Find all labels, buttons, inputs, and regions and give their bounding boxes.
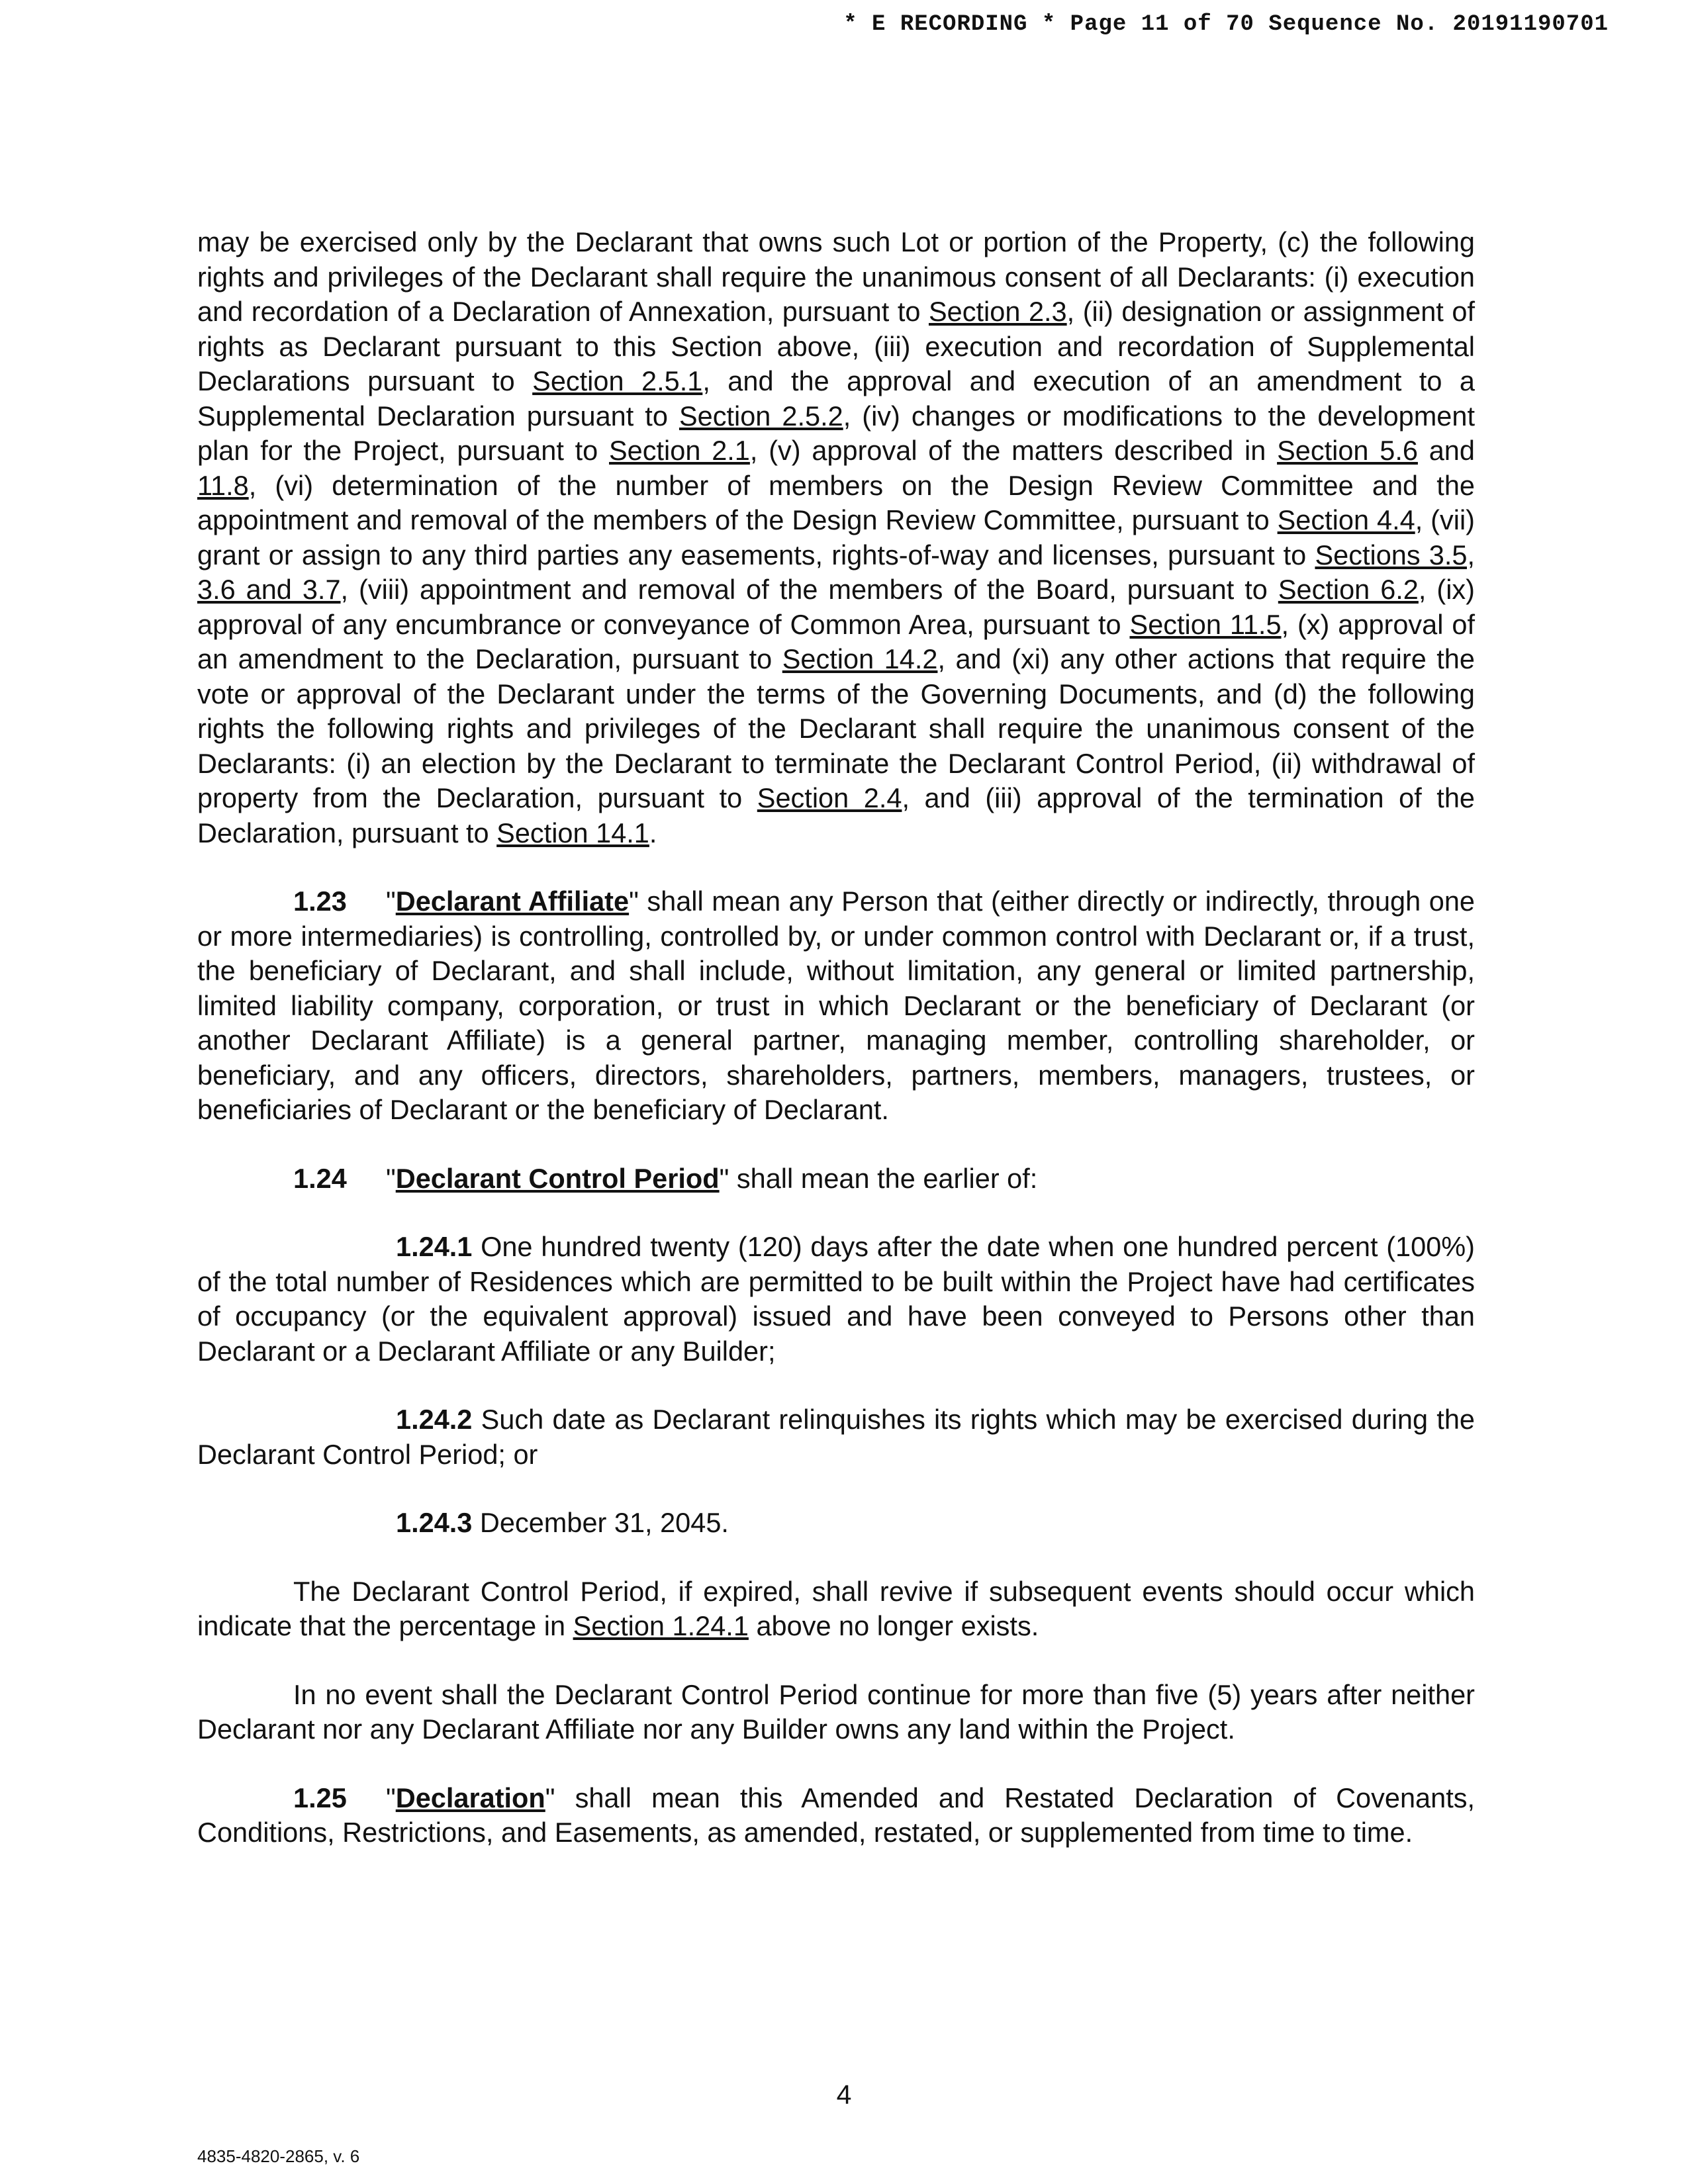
section-reference: 11.8 bbox=[197, 469, 249, 501]
section-1-24-1 bbox=[197, 1230, 1475, 1369]
text: above no longer exists. bbox=[748, 1610, 1039, 1641]
section-reference: Section 14.1 bbox=[496, 817, 649, 848]
section-reference: Section 4.4 bbox=[1277, 504, 1415, 535]
section-reference: Section 2.4 bbox=[757, 782, 902, 813]
text: , (v) approval of the matters described in bbox=[749, 435, 1278, 466]
definition-text: shall mean any Person that (either directly or indirectly, through one or more intermediaries) is controlling, controlled by, or under common control with Declarant or, if a trust, the beneficiary of Declarant, and shall include, without limitation, any general or limited partnership, limited liability company, corporation, or trust in which Declarant or the beneficiary of Declarant (or another Declarant Affiliate) is a general partner, managing member, controlling shareholder, or beneficiary, and any officers, directors, shareholders, partners, members, managers, trustees, or beneficiaries of Declarant or the beneficiary of Declarant. bbox=[197, 886, 1476, 1125]
text: , and (xi) any other actions that require the vote or approval of the Declarant under the terms of the Governing Documents, and (d) the following rights the following rights and privileges of the Declarant shall require the unanimous consent of the Declarants: (i) an election by the Declarant to terminate the Declarant Control Period, (ii) withdrawal of property from the Declaration, pursuant to bbox=[197, 643, 1475, 813]
defined-term: Declaration bbox=[395, 1782, 545, 1813]
section-reference: Section 2.3 bbox=[928, 296, 1067, 327]
section-text: Such date as Declarant relinquishes its rights which may be exercised during the Declarant Control Period; or bbox=[197, 1404, 1475, 1470]
text: may be exercised only by the Declarant that owns such Lot or portion of the Property, (c) the following rights and privileges of the Declarant shall require the unanimous consent of all Declarants: (i) execution and recordation of a Declaration of Annexation, pursuant to bbox=[197, 226, 1475, 327]
text: , (vi) determination of the number of members on the Design Review Committee and the appointment and removal of the members of the Design Review Committee, pursuant to bbox=[197, 469, 1475, 535]
page-number: 4 bbox=[836, 2079, 852, 2110]
section-reference: Section 2.5.1 bbox=[532, 365, 703, 396]
text: , and (iii) approval of the termination of the Declaration, pursuant to bbox=[197, 782, 1475, 848]
section-reference: Section 2.1 bbox=[609, 435, 750, 466]
recording-header: * E RECORDING * Page 11 of 70 Sequence No. 20191190701 bbox=[843, 12, 1609, 37]
section-reference: Section 5.6 bbox=[1277, 435, 1418, 466]
section-reference: Section 6.2 bbox=[1278, 574, 1419, 605]
quote-mark: " bbox=[545, 1782, 555, 1813]
text: The Declarant Control Period, if expired, shall revive if subsequent events should occur which indicate that the percentage in bbox=[197, 1575, 1475, 1641]
definition-text: shall mean the earlier of: bbox=[729, 1162, 1038, 1194]
section-reference: Sections 3.5, 3.6 and 3.7 bbox=[197, 539, 1475, 605]
text: , and the approval and execution of an amendment to a Supplemental Declaration pursuant to bbox=[197, 365, 1475, 432]
section-reference: Section 11.5 bbox=[1129, 608, 1282, 640]
section-1-24 bbox=[197, 1161, 1475, 1197]
section-1-23 bbox=[197, 884, 1475, 1128]
text: , (ii) designation or assignment of rights as Declarant pursuant to this Section above, (iii) execution and recordation of Supplemental Declarations pursuant to bbox=[197, 296, 1475, 396]
text: , (x) approval of an amendment to the Declaration, pursuant to bbox=[197, 608, 1475, 674]
section-number: 1.24 bbox=[293, 1162, 347, 1194]
text: , (viii) appointment and removal of the members of the Board, pursuant to bbox=[340, 574, 1278, 605]
section-text: One hundred twenty (120) days after the date when one hundred percent (100%) of the total number of Residences which are permitted to be built within the Project have had certificates of occupancy (or the equivalent approval) issued and have been conveyed to Persons other than Declarant or a Declarant Affiliate or any Builder; bbox=[197, 1231, 1475, 1367]
section-number: 1.23 bbox=[293, 886, 347, 917]
defined-term: Declarant Control Period bbox=[395, 1162, 720, 1194]
text: , (ix) approval of any encumbrance or conveyance of Common Area, pursuant to bbox=[197, 574, 1475, 640]
paragraph-no-event: In no event shall the Declarant Control Period continue for more than five (5) years after neither Declarant nor any Declarant Affiliate nor any Builder owns any land within the Project. bbox=[197, 1678, 1475, 1745]
paragraph-revive bbox=[197, 1574, 1475, 1644]
section-1-24-3 bbox=[197, 1506, 1475, 1541]
text: , (vii) grant or assign to any third parties any easements, rights-of-way and licenses, pursuant to bbox=[197, 504, 1475, 570]
section-reference: Section 14.2 bbox=[782, 643, 938, 674]
document-body bbox=[197, 225, 1475, 1884]
section-number: 1.24.3 bbox=[396, 1507, 473, 1538]
section-reference: Section 1.24.1 bbox=[573, 1610, 749, 1641]
section-number: 1.24.2 bbox=[396, 1404, 473, 1435]
section-1-24-2 bbox=[197, 1402, 1475, 1472]
document-id: 4835-4820-2865, v. 6 bbox=[197, 2146, 360, 2166]
quote-mark: " bbox=[386, 1782, 396, 1813]
text: , (iv) changes or modifications to the development plan for the Project, pursuant to bbox=[197, 400, 1475, 466]
quote-mark: " bbox=[386, 886, 396, 917]
quote-mark: " bbox=[719, 1162, 729, 1194]
section-1-25 bbox=[197, 1781, 1475, 1850]
section-number: 1.25 bbox=[293, 1782, 347, 1813]
paragraph-declarant-rights bbox=[197, 225, 1475, 850]
quote-mark: " bbox=[386, 1162, 396, 1194]
defined-term: Declarant Affiliate bbox=[395, 886, 630, 917]
section-reference: Section 2.5.2 bbox=[679, 400, 843, 432]
text: and bbox=[1417, 435, 1475, 466]
definition-text: shall mean this Amended and Restated Declaration of Covenants, Conditions, Restrictions, and Easements, as amended, restated, or supplemented from time to time. bbox=[197, 1782, 1475, 1848]
section-text: December 31, 2045. bbox=[472, 1507, 729, 1538]
section-number: 1.24.1 bbox=[396, 1231, 473, 1262]
text: . bbox=[649, 817, 657, 848]
quote-mark: " bbox=[629, 886, 639, 917]
